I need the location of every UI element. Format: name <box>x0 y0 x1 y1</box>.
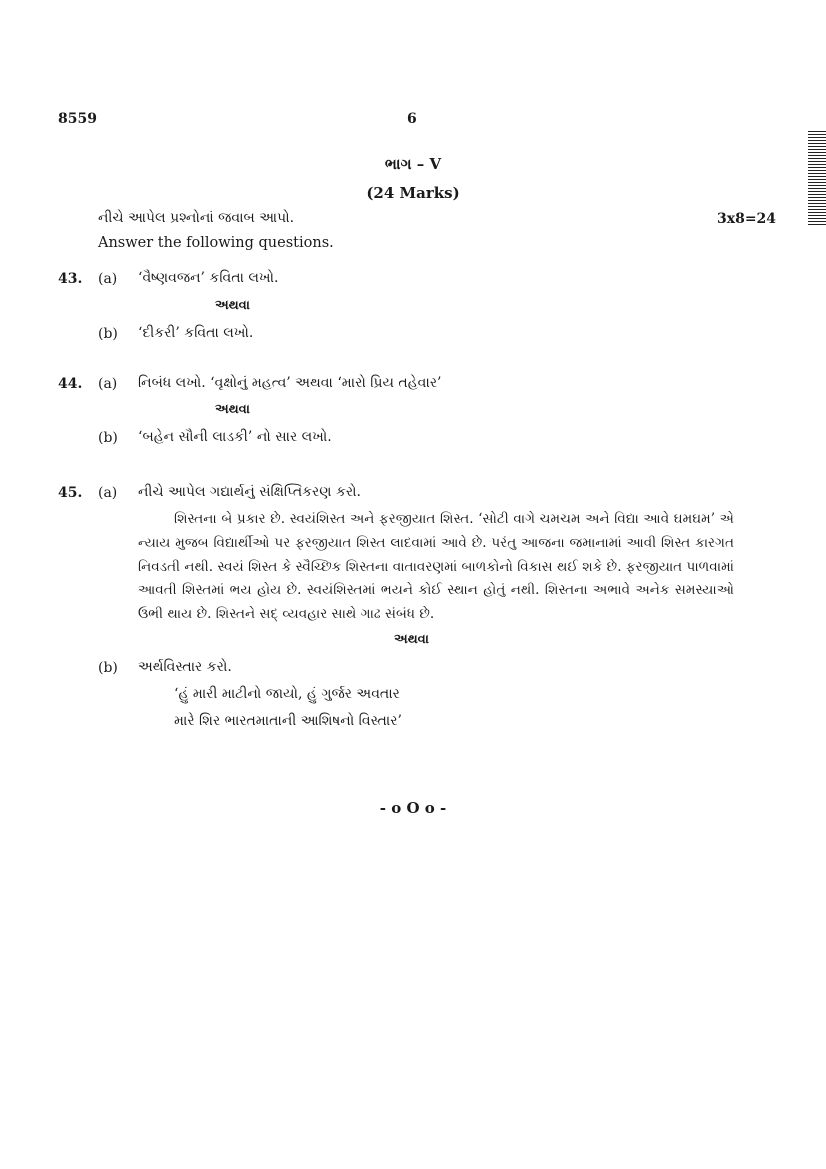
paper-code: 8559 <box>58 111 97 127</box>
option-label: (a) <box>98 376 118 392</box>
verse-line-1: ‘હું મારી માટીનો જાયો, હું ગુર્જર અવતાર <box>174 686 400 702</box>
option-b-text: ‘બહેન સૌની લાડકી’ નો સાર લખો. <box>138 429 332 445</box>
option-label: (b) <box>98 326 118 342</box>
option-b-text: ‘દીકરી’ કવિતા લખો. <box>138 325 254 341</box>
page-number: 6 <box>407 111 417 127</box>
question-number: 44. <box>58 376 83 392</box>
passage-paragraph: શિસ્તના બે પ્રકાર છે. સ્વયંશિસ્ત અને ફરજીયાત શિસ્ત. ‘સોટી વાગે ચમચમ અને વિદ્યા આવે ઘમઘમ’ એ ન્યાય મુજબ વિદ્યાર્થીઓ પર ફરજીયાત શિસ્ત લાદવામાં આવે છે. પરંતુ આજના જમાનામાં આવી શિસ્ત કારગત નિવડતી નથી. સ્વયં શિસ્ત કે સ્વૈચ્છિક શિસ્તના વાતાવરણમાં બાળકોનો વિકાસ થઈ શકે છે. ફરજીયાત પાળવામાં આવતી શિસ્તમાં ભય હોય છે. સ્વયંશિસ્તમાં ભયને કોઈ સ્થાન હોતું નથી. શિસ્તના અભાવે અનેક સમસ્યાઓ ઉભી થાય છે. શિસ્તને સદ્ વ્યવહાર સાથે ગાઢ સંબંધ છે. <box>138 511 734 623</box>
section-title: ભાગ – V <box>384 155 442 173</box>
end-of-paper-mark: - o O o - <box>379 799 447 817</box>
option-a-text: નિબંધ લખો. ‘વૃક્ષોનું મહત્વ’ અથવા ‘મારો પ્રિય તહેવાર’ <box>138 375 442 391</box>
section-marks: (24 Marks) <box>366 184 460 202</box>
option-label: (b) <box>98 660 118 676</box>
question-number: 43. <box>58 271 83 287</box>
or-separator: અથવા <box>394 632 429 647</box>
option-a-text: નીચે આપેલ ગદ્યાર્થનું સંક્ષિપ્તિકરણ કરો. <box>138 484 362 500</box>
option-label: (b) <box>98 430 118 446</box>
option-label: (a) <box>98 485 118 501</box>
option-a-text: ‘વૈષ્ણવજન’ કવિતા લખો. <box>138 270 279 286</box>
verse-line-2: મારે શિર ભારતમાતાની આશિષનો વિસ્તાર’ <box>174 713 402 729</box>
or-separator: અથવા <box>215 402 250 417</box>
instruction-gujarati: નીચે આપેલ પ્રશ્નોનાં જવાબ આપો. <box>98 210 295 226</box>
question-number: 45. <box>58 485 83 501</box>
barcode-strip <box>808 131 826 229</box>
or-separator: અથવા <box>215 298 250 313</box>
instruction-english: Answer the following questions. <box>98 235 334 251</box>
marks-formula: 3x8=24 <box>717 211 777 227</box>
option-b-text: અર્થવિસ્તાર કરો. <box>138 659 232 675</box>
option-label: (a) <box>98 271 118 287</box>
